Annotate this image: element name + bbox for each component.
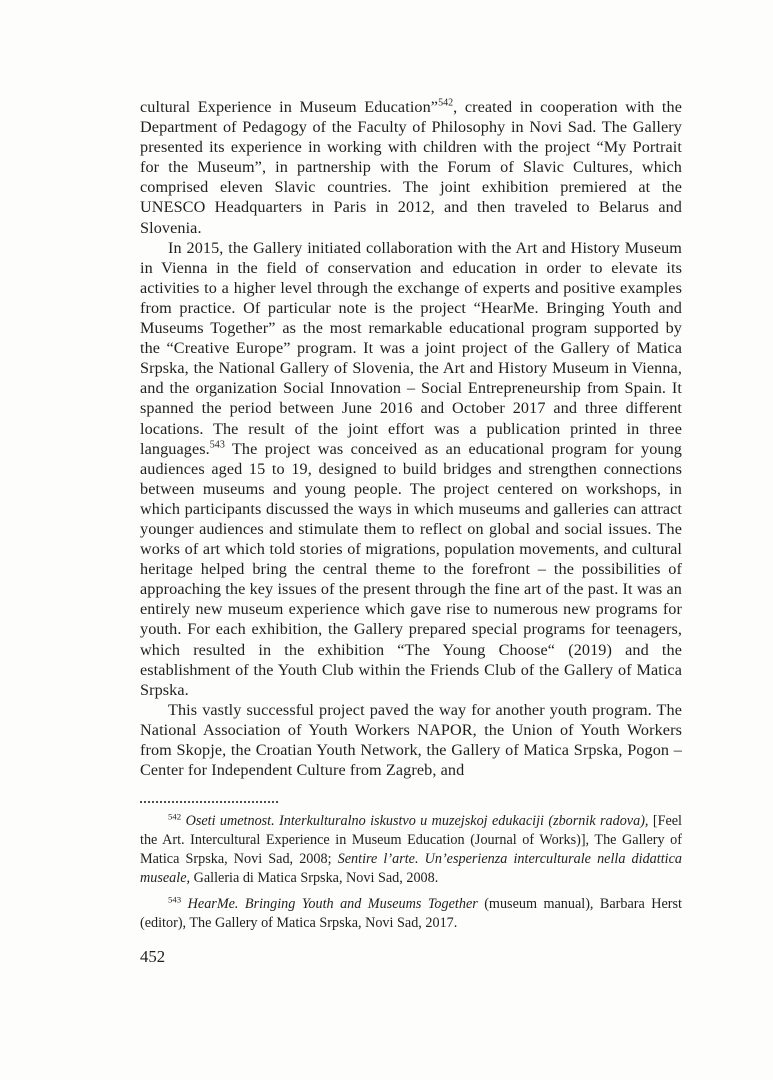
footnote-reference: 542	[438, 97, 454, 109]
paragraph	[140, 238, 682, 700]
footnote-separator	[140, 801, 278, 803]
footnote-reference: 543	[209, 439, 225, 451]
text-segment: The project was conceived as an educational program for young audiences aged 15 to 19, designed to build bridges and strengthen connections between museums and young people. The project centered on workshops, in which participants discussed the ways in which museums and galleries can attract younger audiences and stimulate them to reflect on global and social issues. The works of art which told stories of migrations, population movements, and cultural heritage helped bring the central theme to the forefront – the possibilities of approaching the key issues of the present through the fine art of the past. It was an entirely new museum experience which gave rise to numerous new programs for youth. For each exhibition, the Gallery prepared special programs for teenagers, which resulted in the exhibition “The Young Choose“ (2019) and the establishment of the Youth Club within the Friends Club of the Gallery of Matica Srpska.	[140, 439, 682, 699]
footnote-marker: 542	[168, 811, 182, 822]
text-segment: Galleria di Matica Srpska, Novi Sad, 2008.	[193, 869, 439, 886]
text-segment: In 2015, the Gallery initiated collaboration with the Art and History Museum in Vienna in the field of conservation and education in order to elevate its activities to a higher level through the exchange of experts and positive examples from practice. Of particular note is the project “HearMe. Bringing Youth and Museums Together” as the most remarkable educational program supported by the “Creative Europe” program. It was a joint project of the Gallery of Matica Srpska, the National Gallery of Slovenia, the Art and History Museum in Vienna, and the organization Social Innovation – Social Entrepreneurship from Spain. It spanned the period between June 2016 and October 2017 and three different locations. The result of the joint effort was a publication printed in three languages.	[140, 238, 682, 458]
text-segment: [Feel the Art. Intercultural Experience in Museum Education (Journal of Works)], The Gallery of Matica Srpska, Novi Sad, 2008;	[140, 813, 682, 867]
italic-text: HearMe. Bringing Youth and Museums Together	[187, 895, 485, 912]
paragraph	[140, 97, 682, 238]
footnotes	[140, 812, 682, 932]
text-segment: This vastly successful project paved the way for another youth program. The National Association of Youth Workers NAPOR, the Union of Youth Workers from Skopje, the Croatian Youth Network, the Gallery of Matica Srpska, Pogon – Center for Independent Culture from Zagreb, and	[140, 700, 682, 780]
italic-text: Oseti umetnost. Interkulturalno iskustvo u muzejskoj edukaciji (zbornik radova),	[185, 813, 653, 829]
body-paragraphs	[140, 97, 682, 795]
italic-text: Sentire l’arte. Un’esperienza interculturale nella didattica museale,	[140, 850, 682, 886]
text-segment: cultural Experience in Museum Education”	[140, 98, 439, 116]
text-segment: , created in cooperation with the Department of Pedagogy of the Faculty of Philosophy in Novi Sad. The Gallery presented its experience in working with children with the project “My Portrait for the Museum”, in partnership with the Forum of Slavic Cultures, which comprised eleven Slavic countries. The joint exhibition premiered at the UNESCO Headquarters in Paris in 2012, and then traveled to Belarus and Slovenia.	[140, 98, 683, 237]
text-segment: (museum manual), Barbara Herst (editor), The Gallery of Matica Srpska, Novi Sad, 2017.	[140, 895, 682, 931]
page-number: 452	[140, 947, 166, 967]
footnote-marker: 543	[168, 893, 182, 904]
footnote	[140, 812, 682, 888]
paragraph	[140, 700, 682, 780]
text-block	[140, 97, 682, 967]
footnote	[140, 895, 682, 933]
